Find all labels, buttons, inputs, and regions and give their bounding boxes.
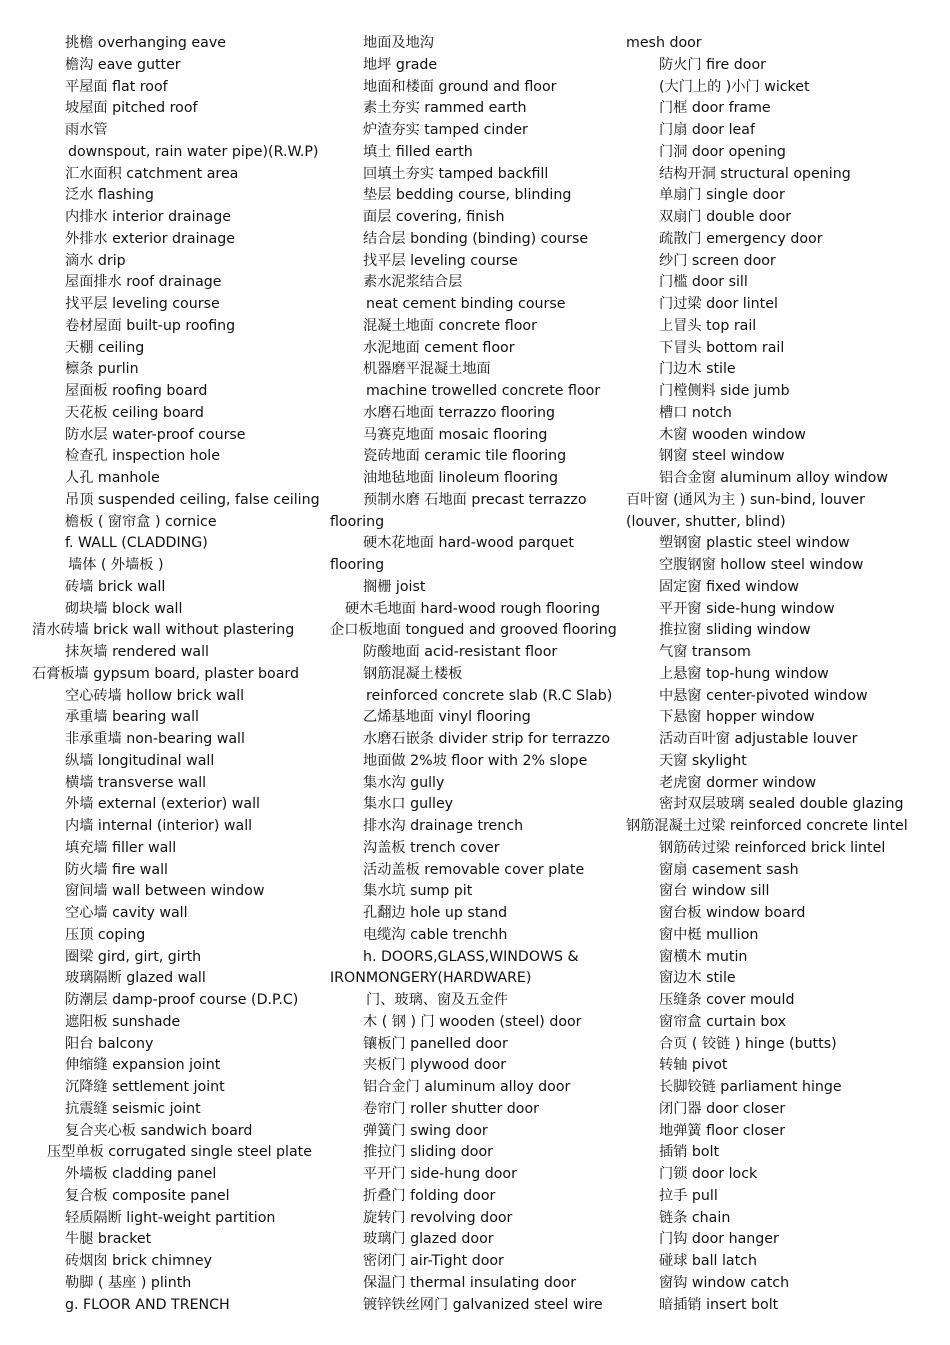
glossary-entry: 平屋面 flat roof [65, 78, 168, 95]
glossary-entry: 平开窗 side-hung window [659, 600, 835, 617]
glossary-column-1 [32, 33, 332, 1316]
glossary-entry: 平开门 side-hung door [363, 1166, 517, 1182]
glossary-entry: 地面及地沟 [363, 35, 434, 51]
glossary-entry: 钢筋混凝土过梁 reinforced concrete lintel [626, 818, 908, 834]
glossary-entry: 电缆沟 cable trenchh [363, 926, 508, 943]
glossary-entry: 找平层 leveling course [65, 296, 220, 312]
glossary-entry: IRONMONGERY(HARDWARE) [330, 970, 532, 987]
glossary-entry: 填土 filled earth [363, 143, 473, 160]
glossary-column-3 [626, 33, 936, 1316]
glossary-entry: 集水坑 sump pit [363, 883, 473, 900]
glossary-entry: 防水层 water-proof course [65, 426, 246, 443]
glossary-entry: 下冒头 bottom rail [659, 339, 785, 356]
glossary-entry: f. WALL (CLADDING) [65, 535, 208, 552]
glossary-entry: 窗间墙 wall between window [65, 883, 265, 900]
glossary-entry: 机器磨平混凝土地面 [363, 361, 491, 378]
glossary-entry: 钢筋混凝土楼板 [363, 665, 463, 682]
glossary-entry: 窗台 window sill [659, 883, 770, 900]
glossary-entry: 窗扇 casement sash [659, 861, 799, 878]
glossary-entry: 窗横木 mutin [659, 948, 748, 965]
glossary-entry: 上冒头 top rail [659, 317, 757, 334]
glossary-entry: 夹板门 plywood door [363, 1057, 507, 1074]
glossary-entry: 素水泥浆结合层 [363, 274, 463, 291]
glossary-entry: 塑钢窗 plastic steel window [659, 535, 850, 552]
glossary-entry: 门扇 door leaf [659, 122, 755, 138]
glossary-entry: 门框 door frame [659, 100, 771, 117]
glossary-entry: 吊顶 suspended ceiling, false ceiling [65, 491, 320, 508]
glossary-entry: 马赛克地面 mosaic flooring [363, 426, 548, 443]
glossary-entry: 泛水 flashing [65, 187, 154, 204]
glossary-entry: 滴水 drip [65, 252, 126, 269]
glossary-entry: 防酸地面 acid-resistant floor [363, 644, 558, 660]
glossary-entry: 水磨石嵌条 divider strip for terrazzo [363, 731, 611, 747]
glossary-entry: 单扇门 single door [659, 187, 785, 204]
glossary-entry: 压型单板 corrugated single steel plate [47, 1144, 312, 1161]
glossary-entry: 伸缩缝 expansion joint [65, 1057, 221, 1074]
glossary-entry: 阳台 balcony [65, 1035, 154, 1052]
glossary-entry: 内排水 interior drainage [65, 209, 231, 225]
glossary-entry: 门过梁 door lintel [659, 296, 778, 312]
glossary-entry: 固定窗 fixed window [659, 578, 800, 595]
glossary-entry: 窗台板 window board [659, 905, 806, 921]
glossary-entry: 非承重墙 non-bearing wall [65, 731, 245, 747]
glossary-entry: h. DOORS,GLASS,WINDOWS & [363, 948, 579, 965]
glossary-entry: 转轴 pivot [659, 1057, 728, 1074]
glossary-entry: 企口板地面 tongued and grooved flooring [330, 622, 617, 639]
glossary-entry: 挑檐 overhanging eave [65, 35, 226, 51]
glossary-entry: 纱门 screen door [659, 252, 776, 269]
glossary-entry: g. FLOOR AND TRENCH [65, 1296, 230, 1313]
glossary-entry: 沟盖板 trench cover [363, 839, 500, 856]
glossary-entry: 门边木 stile [659, 361, 736, 378]
glossary-entry: 检查孔 inspection hole [65, 448, 220, 465]
glossary-entry: 天窗 skylight [659, 752, 747, 769]
glossary-entry: 下悬窗 hopper window [659, 709, 815, 726]
glossary-entry: 轻质隔断 light-weight partition [65, 1209, 276, 1226]
glossary-entry: 清水砖墙 brick wall without plastering [32, 622, 295, 639]
glossary-entry: 空心墙 cavity wall [65, 905, 188, 921]
glossary-entry: mesh door [626, 35, 702, 51]
glossary-entry: 镶板门 panelled door [363, 1035, 508, 1052]
glossary-entry: 空腹钢窗 hollow steel window [659, 557, 864, 573]
glossary-entry: 檐板 ( 窗帘盒 ) cornice [65, 513, 217, 530]
glossary-entry: 结构开洞 structural opening [659, 165, 851, 182]
glossary-entry: 瓷砖地面 ceramic tile flooring [363, 448, 567, 465]
glossary-entry: 抹灰墙 rendered wall [65, 644, 209, 660]
glossary-entry: 结合层 bonding (binding) course [363, 230, 589, 247]
glossary-entry: 木窗 wooden window [659, 426, 806, 443]
glossary-entry: flooring [330, 557, 385, 573]
glossary-entry: 外排水 exterior drainage [65, 230, 235, 247]
glossary-entry: 水磨石地面 terrazzo flooring [363, 404, 556, 421]
glossary-entry: 油地毡地面 linoleum flooring [363, 470, 559, 486]
glossary-entry: 汇水面积 catchment area [65, 165, 239, 182]
glossary-entry: 素土夯实 rammed earth [363, 100, 527, 117]
glossary-entry: 折叠门 folding door [363, 1187, 496, 1204]
glossary-entry: 地弹簧 floor closer [659, 1122, 786, 1139]
glossary-entry: 镀锌铁丝网门 galvanized steel wire [363, 1296, 603, 1313]
glossary-entry: 窗钩 window catch [659, 1274, 790, 1291]
glossary-entry: 砖墙 brick wall [65, 578, 166, 595]
glossary-entry: 门槛 door sill [659, 274, 748, 291]
glossary-entry: 抗震缝 seismic joint [65, 1100, 201, 1117]
glossary-entry: 人孔 manhole [65, 470, 160, 486]
glossary-entry: 百叶窗 (通风为主 ) sun-bind, louver [626, 491, 865, 508]
glossary-entry: 防火墙 fire wall [65, 861, 168, 878]
glossary-entry: 屋面板 roofing board [65, 383, 208, 399]
glossary-entry: 防火门 fire door [659, 56, 766, 73]
glossary-entry: 上悬窗 top-hung window [659, 665, 829, 682]
glossary-entry: 天花板 ceiling board [65, 404, 204, 421]
glossary-entry: 活动百叶窗 adjustable louver [659, 731, 858, 747]
glossary-entry: 砌块墙 block wall [65, 600, 183, 617]
glossary-entry: 门樘侧料 side jumb [659, 383, 790, 399]
glossary-entry: flooring [330, 513, 385, 530]
glossary-entry: 插销 bolt [659, 1144, 720, 1161]
glossary-entry: 链条 chain [659, 1209, 731, 1226]
glossary-entry: 找平层 leveling course [363, 252, 518, 269]
glossary-entry: 排水沟 drainage trench [363, 818, 524, 834]
glossary-entry: 牛腿 bracket [65, 1231, 152, 1248]
glossary-entry: 闭门器 door closer [659, 1100, 786, 1117]
glossary-entry: 搁栅 joist [363, 578, 426, 595]
glossary-entry: 卷材屋面 built-up roofing [65, 317, 236, 334]
glossary-entry: 回填土夯实 tamped backfill [363, 165, 549, 182]
glossary-entry: 檩条 purlin [65, 361, 139, 378]
glossary-entry: 砖烟囱 brick chimney [65, 1253, 213, 1269]
glossary-entry: 垫层 bedding course, blinding [363, 187, 572, 204]
glossary-entry: 石膏板墙 gypsum board, plaster board [32, 665, 300, 682]
glossary-entry: 水泥地面 cement floor [363, 339, 515, 356]
glossary-entry: 保温门 thermal insulating door [363, 1274, 577, 1291]
glossary-entry: 窗中梃 mullion [659, 926, 759, 943]
glossary-entry: 木 ( 钢 ) 门 wooden (steel) door [363, 1013, 582, 1030]
glossary-entry: neat cement binding course [366, 296, 566, 312]
glossary-entry: machine trowelled concrete floor [366, 383, 601, 399]
glossary-entry: 预制水磨 石地面 precast terrazzo [363, 491, 587, 508]
glossary-entry: 地面和楼面 ground and floor [363, 78, 557, 95]
glossary-entry: 纵墙 longitudinal wall [65, 752, 215, 769]
glossary-entry: (louver, shutter, blind) [626, 513, 786, 530]
glossary-entry: 横墙 transverse wall [65, 774, 207, 791]
glossary-entry: 雨水管 [65, 122, 108, 138]
glossary-entry: 混凝土地面 concrete floor [363, 317, 537, 334]
glossary-entry: 推拉窗 sliding window [659, 622, 811, 639]
glossary-entry: 内墙 internal (interior) wall [65, 818, 253, 834]
glossary-entry: 乙烯基地面 vinyl flooring [363, 709, 531, 726]
glossary-entry: 屋面排水 roof drainage [65, 274, 222, 291]
glossary-entry: 沉降缝 settlement joint [65, 1079, 225, 1095]
glossary-entry: 推拉门 sliding door [363, 1144, 494, 1161]
glossary-entry: 墙体 ( 外墙板 ) [68, 557, 164, 573]
glossary-entry: 遮阳板 sunshade [65, 1013, 181, 1030]
glossary-entry: 气窗 transom [659, 644, 751, 660]
glossary-entry: reinforced concrete slab (R.C Slab) [366, 687, 613, 704]
glossary-entry: 窗帘盒 curtain box [659, 1013, 787, 1030]
glossary-entry: 坡屋面 pitched roof [65, 100, 198, 117]
glossary-entry: 空心砖墙 hollow brick wall [65, 687, 245, 704]
glossary-entry: 玻璃隔断 glazed wall [65, 970, 206, 987]
glossary-entry: 外墙板 cladding panel [65, 1166, 217, 1182]
glossary-entry: 长脚铰链 parliament hinge [659, 1079, 842, 1095]
glossary-entry: 双扇门 double door [659, 209, 792, 225]
glossary-entry: 铝合金门 aluminum alloy door [363, 1079, 571, 1095]
glossary-entry: 孔翻边 hole up stand [363, 905, 508, 921]
glossary-entry: 外墙 external (exterior) wall [65, 796, 260, 813]
glossary-entry: 填充墙 filler wall [65, 839, 177, 856]
glossary-entry: 中悬窗 center-pivoted window [659, 687, 868, 704]
glossary-entry: (大门上的 )小门 wicket [659, 78, 810, 95]
glossary-entry: 防潮层 damp-proof course (D.P.C) [65, 992, 299, 1008]
glossary-entry: 暗插销 insert bolt [659, 1296, 779, 1313]
glossary-entry: 碰球 ball latch [659, 1253, 757, 1269]
glossary-entry: 槽口 notch [659, 404, 732, 421]
glossary-entry: 集水口 gulley [363, 796, 454, 813]
glossary-entry: 合页 ( 铰链 ) hinge (butts) [659, 1035, 837, 1052]
glossary-entry: 复合夹心板 sandwich board [65, 1122, 253, 1139]
glossary-entry: 弹簧门 swing door [363, 1122, 488, 1139]
glossary-entry: 炉渣夯实 tamped cinder [363, 122, 528, 138]
glossary-entry: 活动盖板 removable cover plate [363, 861, 585, 878]
glossary-entry: 勒脚 ( 基座 ) plinth [65, 1274, 192, 1291]
glossary-entry: 圈梁 gird, girt, girth [65, 948, 202, 965]
glossary-entry: 硬木花地面 hard-wood parquet [363, 535, 574, 552]
glossary-entry: 门洞 door opening [659, 143, 786, 160]
glossary-entry: 压缝条 cover mould [659, 992, 795, 1008]
glossary-entry: 承重墙 bearing wall [65, 709, 199, 726]
glossary-entry: 面层 covering, finish [363, 209, 505, 225]
glossary-entry: 地面做 2%坡 floor with 2% slope [363, 752, 588, 769]
glossary-entry: 檐沟 eave gutter [65, 56, 181, 73]
glossary-entry: downspout, rain water pipe)(R.W.P) [68, 143, 319, 160]
glossary-entry: 密闭门 air-Tight door [363, 1253, 504, 1269]
glossary-entry: 卷帘门 roller shutter door [363, 1100, 539, 1117]
glossary-entry: 压顶 coping [65, 926, 146, 943]
glossary-entry: 门锁 door lock [659, 1166, 758, 1182]
glossary-entry: 复合板 composite panel [65, 1187, 230, 1204]
glossary-entry: 门、玻璃、窗及五金件 [366, 992, 508, 1008]
glossary-entry: 门钩 door hanger [659, 1231, 779, 1248]
glossary-entry: 老虎窗 dormer window [659, 774, 817, 791]
glossary-entry: 钢窗 steel window [659, 448, 785, 465]
glossary-entry: 疏散门 emergency door [659, 230, 823, 247]
glossary-entry: 天棚 ceiling [65, 339, 145, 356]
glossary-entry: 地坪 grade [363, 56, 438, 73]
glossary-entry: 密封双层玻璃 sealed double glazing [659, 796, 904, 813]
glossary-entry: 集水沟 gully [363, 774, 445, 791]
glossary-entry: 硬木毛地面 hard-wood rough flooring [345, 600, 601, 617]
glossary-entry: 拉手 pull [659, 1187, 718, 1204]
glossary-column-2 [330, 33, 620, 1316]
glossary-entry: 钢筋砖过梁 reinforced brick lintel [659, 839, 886, 856]
glossary-entry: 玻璃门 glazed door [363, 1231, 494, 1248]
glossary-entry: 铝合金窗 aluminum alloy window [659, 470, 888, 486]
glossary-entry: 旋转门 revolving door [363, 1209, 513, 1226]
glossary-entry: 窗边木 stile [659, 970, 736, 987]
